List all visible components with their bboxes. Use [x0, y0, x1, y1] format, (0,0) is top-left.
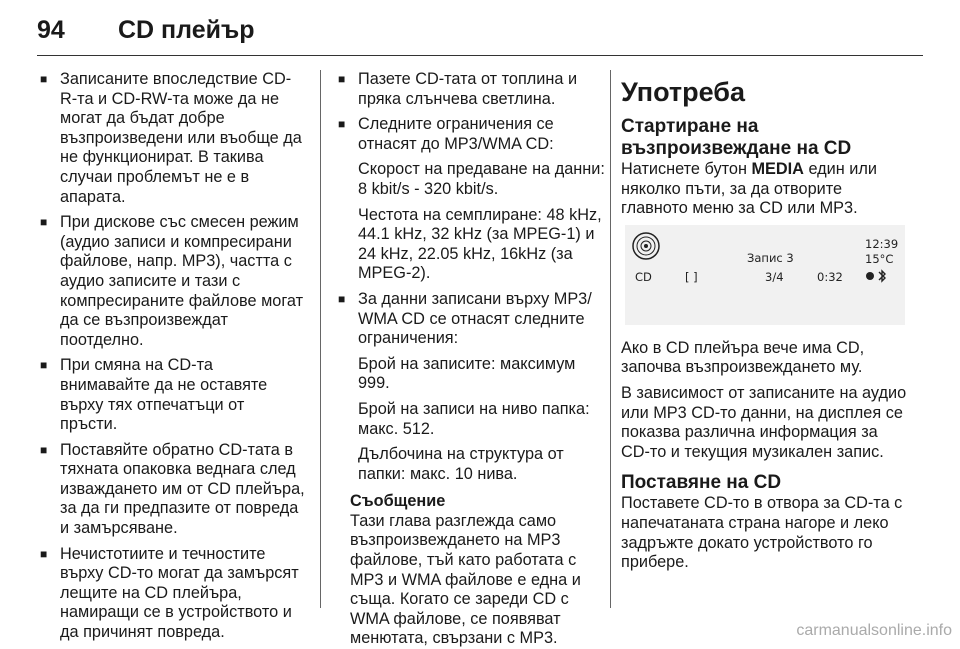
header-rule	[37, 55, 923, 56]
bullet-icon: ■	[338, 291, 346, 306]
media-key-label: MEDIA	[751, 160, 804, 178]
paragraph: Поставете CD-то в отвора за CD-та с напечатаната страна нагоре и леко задръжте докато устройството го прибере.	[621, 494, 903, 572]
list-item	[40, 545, 305, 643]
radio-display-illustration	[625, 225, 905, 325]
subsection-heading: Стартиране на възпроизвеждане на CD	[621, 116, 852, 159]
note-heading: Съобщение	[350, 492, 446, 511]
list-item	[40, 441, 305, 539]
list-item	[40, 356, 305, 434]
bluetooth-link-icon	[865, 269, 891, 283]
bullet-icon: ■	[338, 72, 346, 86]
column-left	[40, 70, 305, 649]
list-item-text: Записаните впоследствие CD-R-та и CD-RW-та може да не могат да бъдат добре възпроизведени или въобще да не функционират. В такива случаи проблемът не е в апарата.	[60, 70, 302, 206]
watermark: carmanualsonline.info	[796, 622, 952, 639]
bullet-icon: ■	[40, 358, 48, 373]
page-header	[0, 0, 960, 56]
display-source: CD	[635, 269, 652, 284]
list-item-text: Поставяйте обратно CD-тата в тяхната опаковка веднага след изваждането им от CD плейъра, за да ги предпазите от повреда и замърсяване.	[60, 440, 305, 538]
display-clock: 12:39	[865, 236, 899, 251]
list-item	[338, 70, 608, 109]
bullet-icon: ■	[338, 117, 346, 132]
paragraph: Натиснете бутон MEDIA един или няколко пъти, за да отворите главното меню за CD или MP3.	[621, 160, 877, 218]
column-divider	[610, 70, 611, 608]
list-item-text: При дискове със смесен режим (аудио записи и компресирани файлове, напр. MP3), частта с аудио записите и тази с компресираните файлове могат да се възпроизвеждат поотделно.	[60, 213, 304, 349]
list-item-text: Нечистотиите и течностите върху CD-то могат да замърсят лещите на CD плейъра, намиращи се в устройството и да причинят повреда.	[60, 544, 299, 642]
limit-tracks: Брой на записите: максимум 999.	[358, 354, 576, 393]
bullet-icon: ■	[40, 215, 48, 230]
list-item-text: Пазете CD-тата от топлина и пряка слънчева светлина.	[358, 70, 578, 108]
paragraph: В зависимост от записаните на аудио или MP3 CD-то данни, на дисплея се показва различна информация за CD-то и текущия музикален запис.	[621, 383, 907, 461]
page-number: 94	[37, 16, 65, 44]
column-middle	[338, 70, 608, 649]
list-item-text: При смяна на CD-та внимавайте да не оставяте върху тях отпечатъци от пръсти.	[60, 356, 268, 434]
section-heading: Употреба	[621, 77, 745, 107]
display-temperature: 15°C	[865, 251, 894, 266]
note-text: Тази глава разглежда само възпроизвеждането на MP3 файлове, тъй като работата с MP3 и WMA файлове е една и съща. Когато се зареди CD с WMA файлове, се появяват менютата, свързани с MP3.	[350, 511, 581, 648]
list-item	[338, 115, 608, 154]
display-track-count: 3/4	[765, 269, 784, 284]
limit-samplerate: Честота на семплиране: 48 kHz, 44.1 kHz, 32 kHz (за MPEG-1) и 24 kHz, 22.05 kHz, 16kHz (за MPEG-2).	[358, 205, 602, 283]
display-elapsed: 0:32	[817, 269, 843, 284]
note-block	[338, 492, 608, 649]
limit-bitrate: Скорост на предаване на данни: 8 kbit/s - 320 kbit/s.	[358, 160, 605, 198]
list-item	[40, 213, 305, 350]
column-right	[621, 70, 911, 579]
page-title: CD плейър	[118, 16, 255, 44]
bullet-icon: ■	[40, 72, 48, 86]
list-item-text: За данни записани върху MP3/ WMA CD се отнасят следните ограничения:	[358, 289, 592, 348]
list-item	[40, 70, 305, 207]
display-track: Запис 3	[747, 250, 794, 265]
bullet-icon: ■	[40, 546, 48, 561]
subsection-heading: Поставяне на CD	[621, 472, 782, 494]
list-item	[338, 290, 608, 349]
limit-folder-tracks: Брой на записи на ниво папка: макс. 512.	[358, 399, 590, 438]
display-brackets: [ ]	[685, 269, 698, 284]
cd-disc-icon	[631, 231, 661, 261]
limit-depth: Дълбочина на структура от папки: макс. 10 нива.	[358, 445, 564, 483]
bullet-icon: ■	[40, 442, 48, 457]
list-item-text: Следните ограничения се отнасят до MP3/WMA CD:	[358, 115, 554, 153]
paragraph: Ако в CD плейъра вече има CD, започва възпроизвеждането му.	[621, 338, 865, 377]
column-divider	[320, 70, 321, 608]
